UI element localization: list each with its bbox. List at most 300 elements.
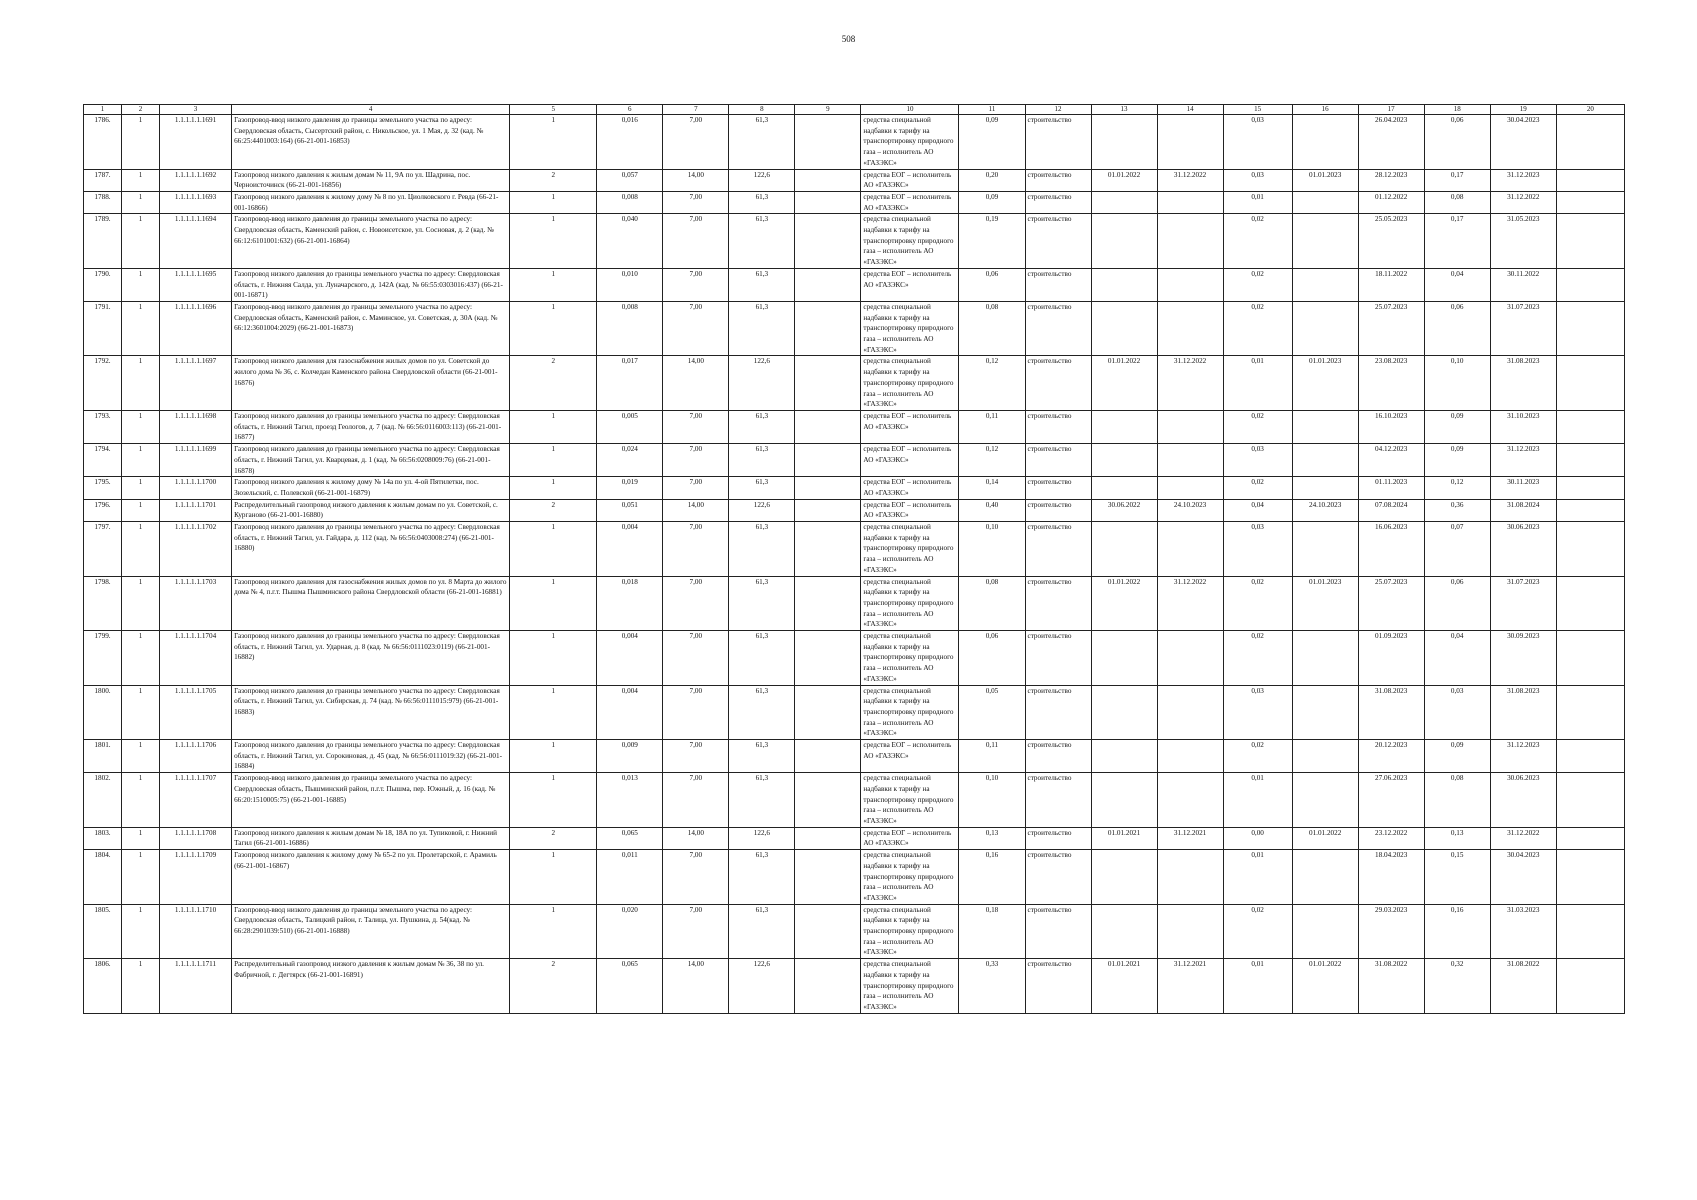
- pipe-count: 1: [510, 301, 597, 356]
- project-code: 1.1.1.1.1.1691: [160, 115, 232, 170]
- table-row: [84, 214, 1625, 269]
- commissioning-date: 31.12.2022: [1490, 827, 1556, 849]
- design-start-date: [1091, 444, 1157, 477]
- capacity-value: 61,3: [729, 444, 795, 477]
- table-row: [84, 740, 1625, 773]
- funding-source: средства специальной надбавки к тарифу на транспортировку природного газа – исполнитель АО «ГАЗЭКС»: [861, 850, 959, 905]
- length-km: 0,018: [597, 576, 663, 631]
- project-description: Газопровод низкого давления к жилым домам № 18, 18А по ул. Тупиковой, г. Нижний Тагил (66-21-001-16886): [232, 827, 510, 849]
- column-header: 16: [1292, 105, 1358, 115]
- commissioning-date: 30.06.2023: [1490, 522, 1556, 577]
- length-km: 0,013: [597, 773, 663, 828]
- project-code: 1.1.1.1.1.1709: [160, 850, 232, 905]
- design-end-date: [1157, 268, 1223, 301]
- project-code: 1.1.1.1.1.1702: [160, 522, 232, 577]
- construction-cost: 0,10: [1424, 356, 1490, 411]
- project-description: Газопровод-ввод низкого давления до границы земельного участка по адресу: Свердловская область, Каменский район, с. Новоисетское, ул. Сосновая, д. 2 (кад. № 66:12:6101001:632) (66-21-001-16864): [232, 214, 510, 269]
- design-cost: 0,02: [1223, 301, 1292, 356]
- design-end-date: 31.12.2022: [1157, 576, 1223, 631]
- commissioning-date: 31.03.2023: [1490, 904, 1556, 959]
- project-description: Газопровод низкого давления до границы земельного участка по адресу: Свердловская область, г. Нижний Тагил, ул. Ударная, д. 8 (кад. № 66:56:0111023:0119) (66-21-001-16882): [232, 631, 510, 686]
- work-type: строительство: [1025, 522, 1091, 577]
- pipe-count: 1: [510, 576, 597, 631]
- design-cost: 0,03: [1223, 522, 1292, 577]
- col9-value: [795, 773, 861, 828]
- col9-value: [795, 827, 861, 849]
- diameter-value: 14,00: [663, 827, 729, 849]
- level-cell: 1: [122, 115, 160, 170]
- level-cell: 1: [122, 522, 160, 577]
- diameter-value: 7,00: [663, 115, 729, 170]
- row-number: 1789.: [84, 214, 122, 269]
- capacity-value: 122,6: [729, 169, 795, 191]
- project-description: Газопровод низкого давления к жилому дому № 14а по ул. 4-ой Пятилетки, пос. Зюзельский, с. Полевской (66-21-001-16879): [232, 477, 510, 499]
- commissioning-date: 31.12.2023: [1490, 169, 1556, 191]
- level-cell: 1: [122, 444, 160, 477]
- table-row: [84, 169, 1625, 191]
- construction-start-date: [1292, 301, 1358, 356]
- design-start-date: 01.01.2021: [1091, 959, 1157, 1014]
- funding-source: средства ЕОГ – исполнитель АО «ГАЗЭКС»: [861, 477, 959, 499]
- project-code: 1.1.1.1.1.1711: [160, 959, 232, 1014]
- project-code: 1.1.1.1.1.1694: [160, 214, 232, 269]
- construction-end-date: 25.07.2023: [1358, 301, 1424, 356]
- diameter-value: 7,00: [663, 773, 729, 828]
- total-cost: 0,16: [959, 850, 1025, 905]
- construction-start-date: 01.01.2023: [1292, 356, 1358, 411]
- level-cell: 1: [122, 499, 160, 521]
- project-description: Газопровод низкого давления до границы земельного участка по адресу: Свердловская область, г. Нижний Тагил, ул. Кварцевая, д. 1 (кад. № 66:56:0208009:76) (66-21-001-16878): [232, 444, 510, 477]
- diameter-value: 7,00: [663, 410, 729, 443]
- pipe-count: 1: [510, 740, 597, 773]
- row-number: 1802.: [84, 773, 122, 828]
- col20-value: [1556, 827, 1624, 849]
- construction-cost: 0,32: [1424, 959, 1490, 1014]
- commissioning-date: 31.07.2023: [1490, 301, 1556, 356]
- total-cost: 0,20: [959, 169, 1025, 191]
- construction-end-date: 28.12.2023: [1358, 169, 1424, 191]
- design-end-date: 24.10.2023: [1157, 499, 1223, 521]
- design-cost: 0,02: [1223, 268, 1292, 301]
- column-header: 12: [1025, 105, 1091, 115]
- row-number: 1804.: [84, 850, 122, 905]
- project-description: Газопровод низкого давления до границы земельного участка по адресу: Свердловская область, г. Нижний Тагил, проезд Геологов, д. 7 (кад. № 66:56:0116003:113) (66-21-001-16877): [232, 410, 510, 443]
- construction-start-date: [1292, 191, 1358, 213]
- construction-end-date: 20.12.2023: [1358, 740, 1424, 773]
- col20-value: [1556, 773, 1624, 828]
- diameter-value: 7,00: [663, 631, 729, 686]
- investment-program-table: [83, 104, 1625, 1014]
- total-cost: 0,09: [959, 115, 1025, 170]
- commissioning-date: 31.07.2023: [1490, 576, 1556, 631]
- diameter-value: 7,00: [663, 904, 729, 959]
- pipe-count: 1: [510, 685, 597, 740]
- column-header: 11: [959, 105, 1025, 115]
- col9-value: [795, 850, 861, 905]
- project-description: Газопровод низкого давления к жилому дому № 8 по ул. Циолковского г. Ревда (66-21-001-16866): [232, 191, 510, 213]
- design-start-date: [1091, 740, 1157, 773]
- project-code: 1.1.1.1.1.1708: [160, 827, 232, 849]
- construction-start-date: 01.01.2023: [1292, 576, 1358, 631]
- project-code: 1.1.1.1.1.1710: [160, 904, 232, 959]
- design-start-date: [1091, 631, 1157, 686]
- column-header: 9: [795, 105, 861, 115]
- row-number: 1787.: [84, 169, 122, 191]
- capacity-value: 61,3: [729, 191, 795, 213]
- pipe-count: 2: [510, 827, 597, 849]
- column-number-row: [84, 105, 1625, 115]
- pipe-count: 1: [510, 850, 597, 905]
- design-end-date: [1157, 740, 1223, 773]
- total-cost: 0,09: [959, 191, 1025, 213]
- pipe-count: 1: [510, 631, 597, 686]
- col9-value: [795, 477, 861, 499]
- construction-start-date: 01.01.2023: [1292, 169, 1358, 191]
- col9-value: [795, 959, 861, 1014]
- project-description: Распределительный газопровод низкого давления к жилым домам № 36, 38 по ул. Фабричной, г. Дегтярск (66-21-001-16891): [232, 959, 510, 1014]
- work-type: строительство: [1025, 410, 1091, 443]
- table-row: [84, 301, 1625, 356]
- col9-value: [795, 115, 861, 170]
- work-type: строительство: [1025, 356, 1091, 411]
- design-cost: 0,01: [1223, 850, 1292, 905]
- commissioning-date: 30.09.2023: [1490, 631, 1556, 686]
- capacity-value: 61,3: [729, 740, 795, 773]
- construction-cost: 0,36: [1424, 499, 1490, 521]
- funding-source: средства специальной надбавки к тарифу на транспортировку природного газа – исполнитель АО «ГАЗЭКС»: [861, 356, 959, 411]
- design-cost: 0,01: [1223, 356, 1292, 411]
- construction-cost: 0,13: [1424, 827, 1490, 849]
- construction-cost: 0,17: [1424, 169, 1490, 191]
- pipe-count: 1: [510, 477, 597, 499]
- construction-end-date: 18.04.2023: [1358, 850, 1424, 905]
- construction-end-date: 25.07.2023: [1358, 576, 1424, 631]
- diameter-value: 14,00: [663, 499, 729, 521]
- construction-start-date: 24.10.2023: [1292, 499, 1358, 521]
- construction-end-date: 18.11.2022: [1358, 268, 1424, 301]
- row-number: 1803.: [84, 827, 122, 849]
- work-type: строительство: [1025, 576, 1091, 631]
- total-cost: 0,08: [959, 576, 1025, 631]
- level-cell: 1: [122, 827, 160, 849]
- construction-start-date: [1292, 115, 1358, 170]
- funding-source: средства ЕОГ – исполнитель АО «ГАЗЭКС»: [861, 410, 959, 443]
- project-code: 1.1.1.1.1.1706: [160, 740, 232, 773]
- capacity-value: 61,3: [729, 631, 795, 686]
- column-header: 10: [861, 105, 959, 115]
- construction-end-date: 23.12.2022: [1358, 827, 1424, 849]
- construction-start-date: [1292, 410, 1358, 443]
- diameter-value: 14,00: [663, 356, 729, 411]
- construction-cost: 0,08: [1424, 773, 1490, 828]
- col20-value: [1556, 959, 1624, 1014]
- construction-end-date: 26.04.2023: [1358, 115, 1424, 170]
- col9-value: [795, 904, 861, 959]
- work-type: строительство: [1025, 631, 1091, 686]
- design-start-date: [1091, 522, 1157, 577]
- row-number: 1792.: [84, 356, 122, 411]
- length-km: 0,011: [597, 850, 663, 905]
- total-cost: 0,13: [959, 827, 1025, 849]
- row-number: 1790.: [84, 268, 122, 301]
- construction-start-date: [1292, 904, 1358, 959]
- construction-cost: 0,04: [1424, 268, 1490, 301]
- capacity-value: 61,3: [729, 115, 795, 170]
- col20-value: [1556, 850, 1624, 905]
- total-cost: 0,40: [959, 499, 1025, 521]
- capacity-value: 61,3: [729, 576, 795, 631]
- total-cost: 0,10: [959, 773, 1025, 828]
- construction-end-date: 16.10.2023: [1358, 410, 1424, 443]
- construction-cost: 0,09: [1424, 410, 1490, 443]
- construction-end-date: 31.08.2023: [1358, 685, 1424, 740]
- design-start-date: [1091, 268, 1157, 301]
- col20-value: [1556, 444, 1624, 477]
- diameter-value: 14,00: [663, 169, 729, 191]
- row-number: 1793.: [84, 410, 122, 443]
- capacity-value: 61,3: [729, 214, 795, 269]
- pipe-count: 1: [510, 115, 597, 170]
- level-cell: 1: [122, 850, 160, 905]
- total-cost: 0,12: [959, 356, 1025, 411]
- length-km: 0,065: [597, 827, 663, 849]
- funding-source: средства ЕОГ – исполнитель АО «ГАЗЭКС»: [861, 268, 959, 301]
- construction-end-date: 23.08.2023: [1358, 356, 1424, 411]
- design-cost: 0,04: [1223, 499, 1292, 521]
- capacity-value: 61,3: [729, 268, 795, 301]
- design-cost: 0,01: [1223, 191, 1292, 213]
- funding-source: средства специальной надбавки к тарифу на транспортировку природного газа – исполнитель АО «ГАЗЭКС»: [861, 631, 959, 686]
- length-km: 0,065: [597, 959, 663, 1014]
- construction-start-date: [1292, 685, 1358, 740]
- pipe-count: 1: [510, 410, 597, 443]
- commissioning-date: 31.12.2023: [1490, 444, 1556, 477]
- design-start-date: [1091, 115, 1157, 170]
- funding-source: средства ЕОГ – исполнитель АО «ГАЗЭКС»: [861, 169, 959, 191]
- funding-source: средства специальной надбавки к тарифу на транспортировку природного газа – исполнитель АО «ГАЗЭКС»: [861, 959, 959, 1014]
- design-cost: 0,02: [1223, 410, 1292, 443]
- length-km: 0,008: [597, 301, 663, 356]
- construction-cost: 0,16: [1424, 904, 1490, 959]
- col20-value: [1556, 522, 1624, 577]
- construction-cost: 0,03: [1424, 685, 1490, 740]
- commissioning-date: 31.08.2023: [1490, 685, 1556, 740]
- work-type: строительство: [1025, 115, 1091, 170]
- capacity-value: 61,3: [729, 773, 795, 828]
- column-header: 18: [1424, 105, 1490, 115]
- design-cost: 0,02: [1223, 477, 1292, 499]
- project-description: Газопровод низкого давления для газоснабжения жилых домов по ул. 8 Марта до жилого дома № 4, п.г.т. Пышма Пышминского района Свердловской области (66-21-001-16881): [232, 576, 510, 631]
- work-type: строительство: [1025, 214, 1091, 269]
- design-end-date: 31.12.2021: [1157, 959, 1223, 1014]
- col9-value: [795, 576, 861, 631]
- commissioning-date: 31.08.2024: [1490, 499, 1556, 521]
- project-description: Газопровод низкого давления для газоснабжения жилых домов по ул. Советской до жилого дома № 36, с. Колчедан Каменского района Свердловской области (66-21-001-16876): [232, 356, 510, 411]
- column-header: 17: [1358, 105, 1424, 115]
- construction-end-date: 07.08.2024: [1358, 499, 1424, 521]
- pipe-count: 1: [510, 268, 597, 301]
- project-code: 1.1.1.1.1.1696: [160, 301, 232, 356]
- total-cost: 0,11: [959, 740, 1025, 773]
- table-row: [84, 410, 1625, 443]
- design-cost: 0,03: [1223, 169, 1292, 191]
- project-description: Газопровод-ввод низкого давления до границы земельного участка по адресу: Свердловская область, Каменский район, с. Маминское, ул. Советская, д. 30А (кад. № 66:12:3601004:2029) (66-21-001-16873): [232, 301, 510, 356]
- design-end-date: [1157, 214, 1223, 269]
- level-cell: 1: [122, 477, 160, 499]
- project-description: Газопровод низкого давления до границы земельного участка по адресу: Свердловская область, г. Нижний Тагил, ул. Сорокиновая, д. 45 (кад. № 66:56:0111019:32) (66-21-001-16884): [232, 740, 510, 773]
- col9-value: [795, 214, 861, 269]
- design-end-date: [1157, 631, 1223, 686]
- total-cost: 0,05: [959, 685, 1025, 740]
- length-km: 0,019: [597, 477, 663, 499]
- col20-value: [1556, 191, 1624, 213]
- table-row: [84, 631, 1625, 686]
- construction-start-date: [1292, 740, 1358, 773]
- total-cost: 0,06: [959, 268, 1025, 301]
- pipe-count: 1: [510, 191, 597, 213]
- design-cost: 0,02: [1223, 631, 1292, 686]
- row-number: 1794.: [84, 444, 122, 477]
- project-code: 1.1.1.1.1.1704: [160, 631, 232, 686]
- project-code: 1.1.1.1.1.1700: [160, 477, 232, 499]
- construction-cost: 0,04: [1424, 631, 1490, 686]
- table-row: [84, 499, 1625, 521]
- design-cost: 0,01: [1223, 773, 1292, 828]
- design-start-date: [1091, 410, 1157, 443]
- work-type: строительство: [1025, 827, 1091, 849]
- construction-cost: 0,06: [1424, 576, 1490, 631]
- table-row: [84, 115, 1625, 170]
- diameter-value: 7,00: [663, 477, 729, 499]
- design-cost: 0,00: [1223, 827, 1292, 849]
- diameter-value: 7,00: [663, 301, 729, 356]
- length-km: 0,024: [597, 444, 663, 477]
- funding-source: средства ЕОГ – исполнитель АО «ГАЗЭКС»: [861, 444, 959, 477]
- pipe-count: 1: [510, 214, 597, 269]
- design-end-date: [1157, 685, 1223, 740]
- total-cost: 0,10: [959, 522, 1025, 577]
- work-type: строительство: [1025, 959, 1091, 1014]
- design-end-date: [1157, 773, 1223, 828]
- pipe-count: 1: [510, 444, 597, 477]
- level-cell: 1: [122, 959, 160, 1014]
- col9-value: [795, 410, 861, 443]
- capacity-value: 61,3: [729, 904, 795, 959]
- capacity-value: 61,3: [729, 685, 795, 740]
- row-number: 1795.: [84, 477, 122, 499]
- total-cost: 0,19: [959, 214, 1025, 269]
- diameter-value: 7,00: [663, 740, 729, 773]
- commissioning-date: 30.04.2023: [1490, 850, 1556, 905]
- diameter-value: 7,00: [663, 268, 729, 301]
- length-km: 0,040: [597, 214, 663, 269]
- construction-end-date: 16.06.2023: [1358, 522, 1424, 577]
- construction-start-date: 01.01.2022: [1292, 827, 1358, 849]
- project-code: 1.1.1.1.1.1693: [160, 191, 232, 213]
- construction-cost: 0,12: [1424, 477, 1490, 499]
- construction-cost: 0,06: [1424, 115, 1490, 170]
- construction-cost: 0,15: [1424, 850, 1490, 905]
- col20-value: [1556, 214, 1624, 269]
- construction-start-date: [1292, 268, 1358, 301]
- length-km: 0,008: [597, 191, 663, 213]
- work-type: строительство: [1025, 191, 1091, 213]
- capacity-value: 61,3: [729, 301, 795, 356]
- level-cell: 1: [122, 576, 160, 631]
- design-cost: 0,02: [1223, 576, 1292, 631]
- col9-value: [795, 191, 861, 213]
- work-type: строительство: [1025, 169, 1091, 191]
- construction-cost: 0,06: [1424, 301, 1490, 356]
- row-number: 1796.: [84, 499, 122, 521]
- design-start-date: [1091, 850, 1157, 905]
- col9-value: [795, 522, 861, 577]
- total-cost: 0,33: [959, 959, 1025, 1014]
- funding-source: средства специальной надбавки к тарифу на транспортировку природного газа – исполнитель АО «ГАЗЭКС»: [861, 301, 959, 356]
- project-description: Газопровод-ввод низкого давления до границы земельного участка по адресу: Свердловская область, Талицкий район, г. Талица, ул. Пушкина, д. 54(кад. № 66:28:2901039:510) (66-21-001-16888): [232, 904, 510, 959]
- table-row: [84, 685, 1625, 740]
- diameter-value: 7,00: [663, 850, 729, 905]
- commissioning-date: 30.04.2023: [1490, 115, 1556, 170]
- funding-source: средства специальной надбавки к тарифу на транспортировку природного газа – исполнитель АО «ГАЗЭКС»: [861, 904, 959, 959]
- length-km: 0,016: [597, 115, 663, 170]
- col20-value: [1556, 301, 1624, 356]
- design-cost: 0,02: [1223, 904, 1292, 959]
- design-end-date: [1157, 850, 1223, 905]
- project-description: Газопровод низкого давления до границы земельного участка по адресу: Свердловская область, г. Нижний Тагил, ул. Сибирская, д. 74 (кад. № 66:56:0111015:979) (66-21-001-16883): [232, 685, 510, 740]
- design-end-date: [1157, 904, 1223, 959]
- col9-value: [795, 499, 861, 521]
- table-row: [84, 268, 1625, 301]
- col9-value: [795, 685, 861, 740]
- table-row: [84, 827, 1625, 849]
- construction-start-date: [1292, 214, 1358, 269]
- work-type: строительство: [1025, 685, 1091, 740]
- col20-value: [1556, 904, 1624, 959]
- capacity-value: 122,6: [729, 959, 795, 1014]
- design-start-date: [1091, 477, 1157, 499]
- col20-value: [1556, 115, 1624, 170]
- length-km: 0,004: [597, 685, 663, 740]
- construction-end-date: 04.12.2023: [1358, 444, 1424, 477]
- row-number: 1799.: [84, 631, 122, 686]
- construction-cost: 0,17: [1424, 214, 1490, 269]
- total-cost: 0,11: [959, 410, 1025, 443]
- table-row: [84, 444, 1625, 477]
- construction-start-date: [1292, 850, 1358, 905]
- column-header: 4: [232, 105, 510, 115]
- design-start-date: [1091, 191, 1157, 213]
- page-number: 508: [841, 34, 856, 44]
- commissioning-date: 31.05.2023: [1490, 214, 1556, 269]
- length-km: 0,057: [597, 169, 663, 191]
- funding-source: средства специальной надбавки к тарифу на транспортировку природного газа – исполнитель АО «ГАЗЭКС»: [861, 214, 959, 269]
- column-header: 15: [1223, 105, 1292, 115]
- design-cost: 0,02: [1223, 214, 1292, 269]
- work-type: строительство: [1025, 740, 1091, 773]
- design-end-date: [1157, 301, 1223, 356]
- design-cost: 0,02: [1223, 740, 1292, 773]
- row-number: 1806.: [84, 959, 122, 1014]
- funding-source: средства специальной надбавки к тарифу на транспортировку природного газа – исполнитель АО «ГАЗЭКС»: [861, 115, 959, 170]
- column-header: 13: [1091, 105, 1157, 115]
- row-number: 1798.: [84, 576, 122, 631]
- funding-source: средства ЕОГ – исполнитель АО «ГАЗЭКС»: [861, 191, 959, 213]
- project-code: 1.1.1.1.1.1705: [160, 685, 232, 740]
- project-description: Газопровод низкого давления до границы земельного участка по адресу: Свердловская область, г. Нижний Тагил, ул. Гайдара, д. 112 (кад. № 66:56:0403008:274) (66-21-001-16880): [232, 522, 510, 577]
- table-row: [84, 356, 1625, 411]
- column-header: 3: [160, 105, 232, 115]
